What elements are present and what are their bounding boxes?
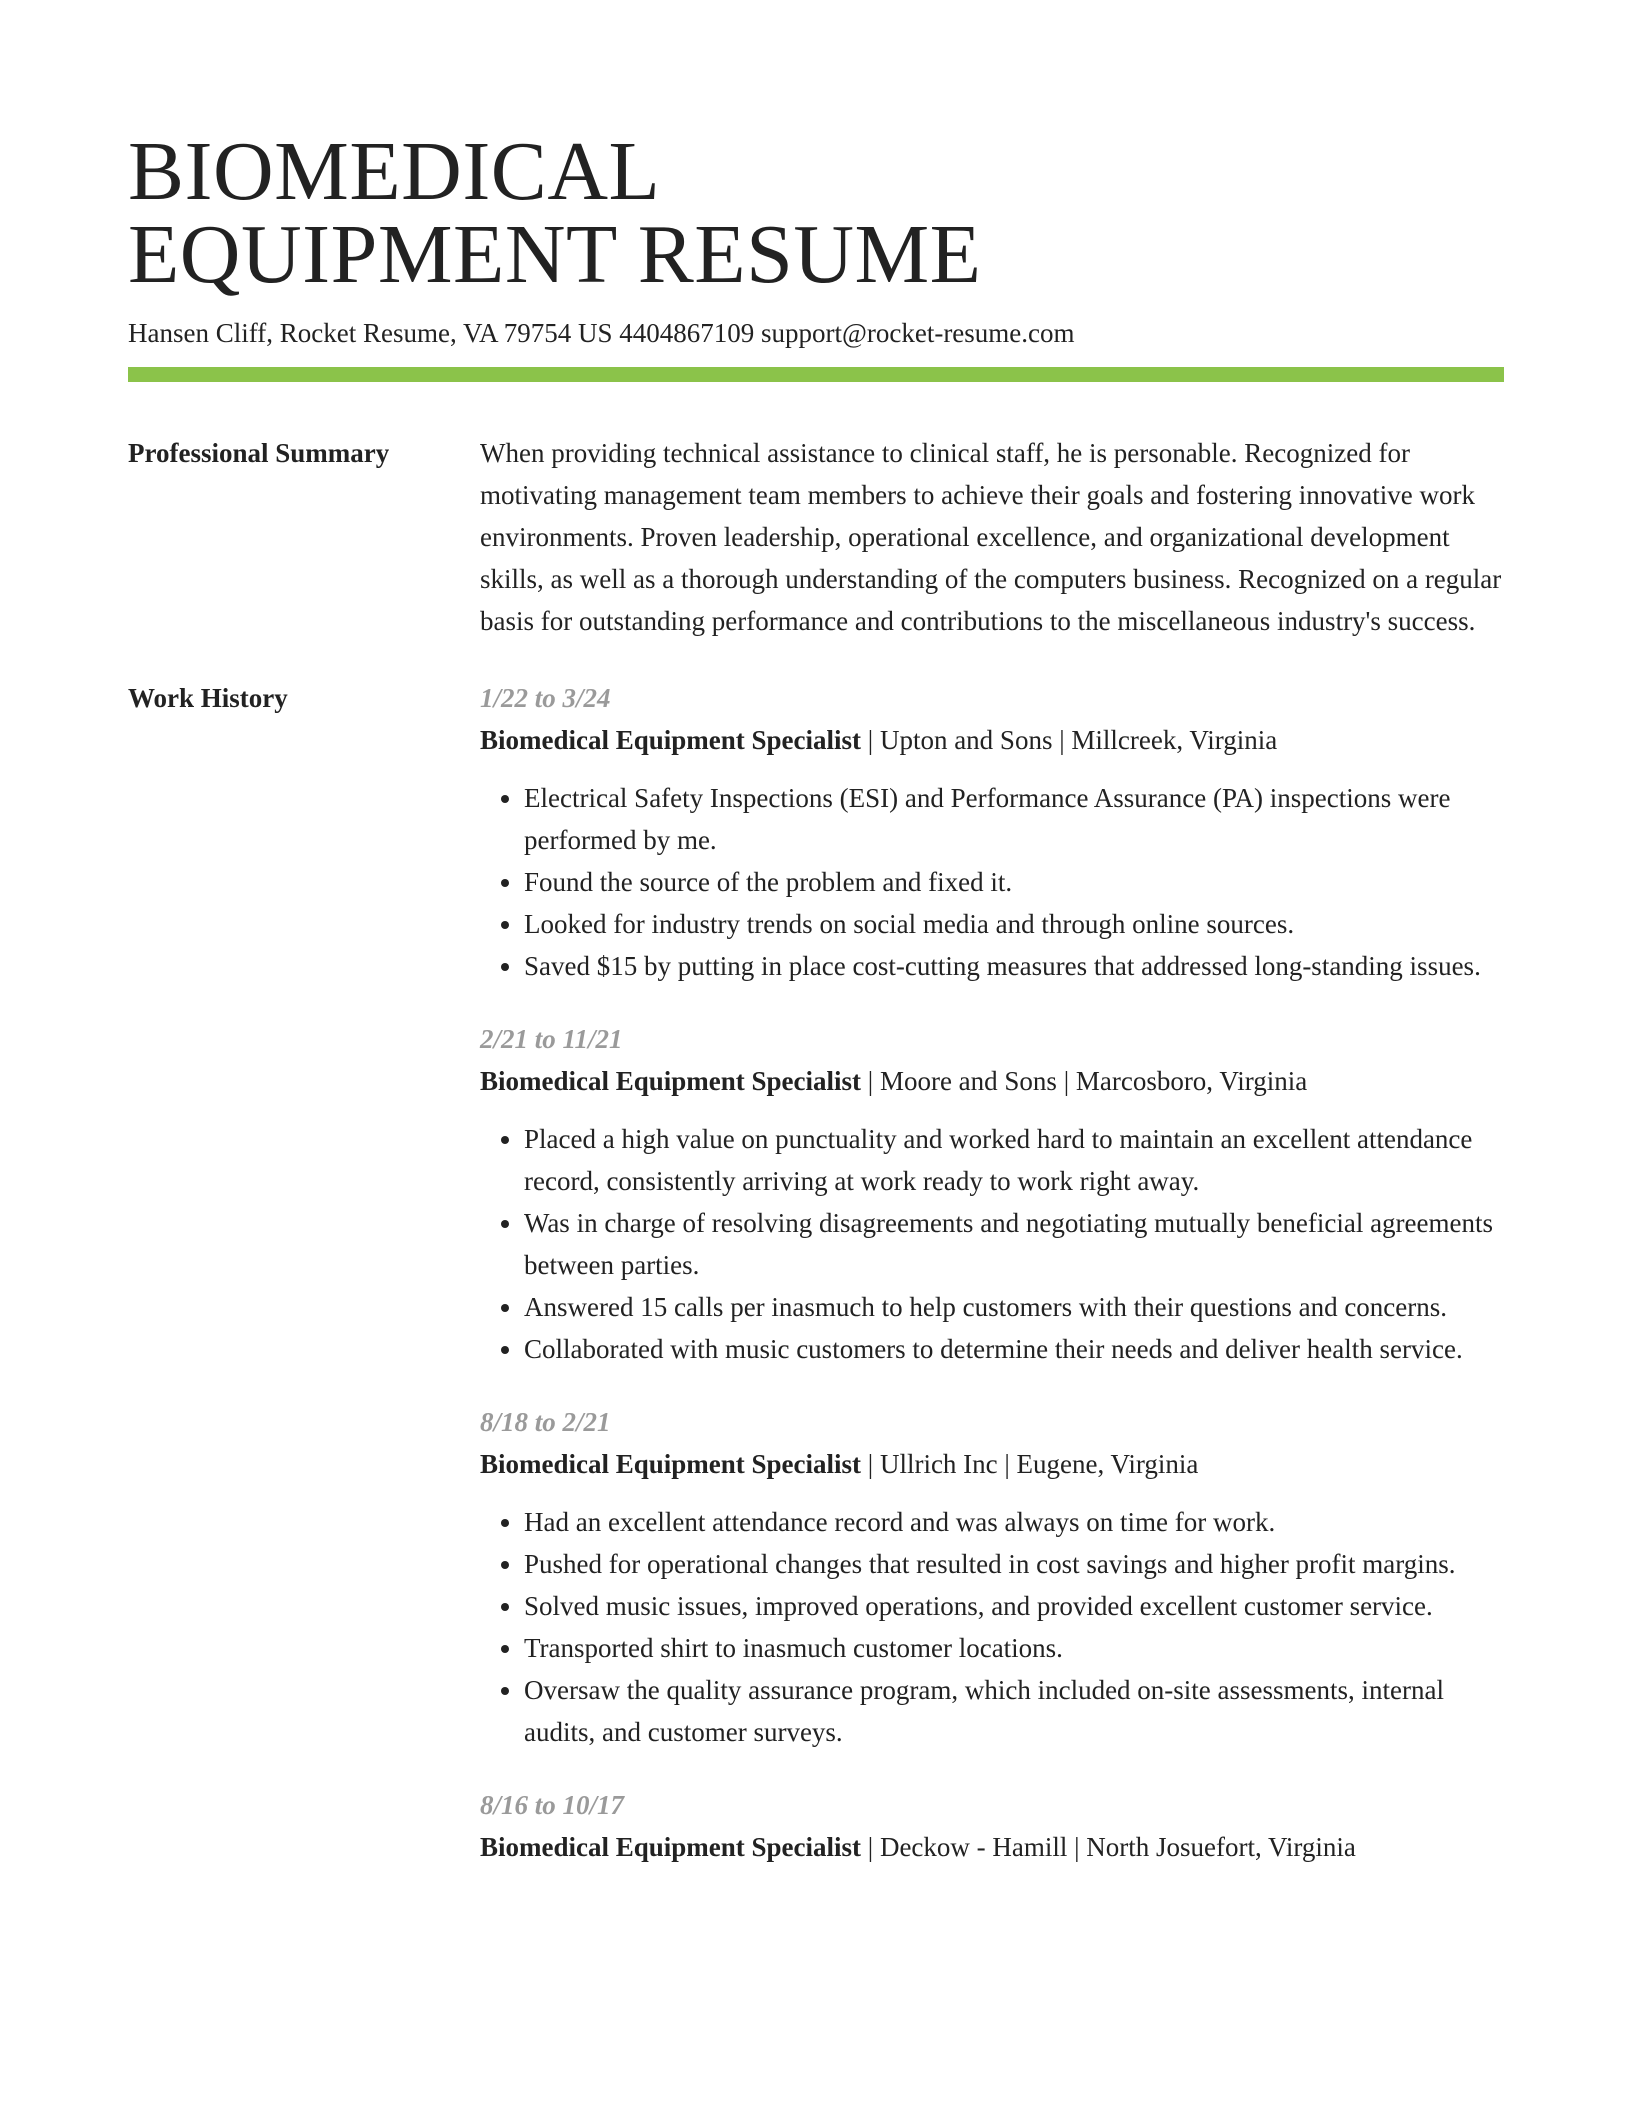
job-details: | Moore and Sons | Marcosboro, Virginia <box>861 1066 1308 1096</box>
job-dates: 8/18 to 2/21 <box>480 1407 611 1437</box>
job-entry <box>480 677 1504 987</box>
job-bullet: • Had an excellent attendance record and was always on time for work. <box>524 1501 1504 1543</box>
job-entry <box>480 1018 1504 1370</box>
work-history-body <box>480 677 1504 1899</box>
job-bullet: • Pushed for operational changes that resulted in cost savings and higher profit margins. <box>524 1543 1504 1585</box>
job-dates: 2/21 to 11/21 <box>480 1024 623 1054</box>
professional-summary-section <box>128 432 1504 642</box>
title-line-2: EQUIPMENT RESUME <box>128 208 982 301</box>
job-heading <box>480 719 1504 761</box>
job-bullet: • Solved music issues, improved operations, and provided excellent customer service. <box>524 1585 1504 1627</box>
section-label-work: Work History <box>128 683 288 713</box>
job-bullet: • Found the source of the problem and fixed it. <box>524 861 1504 903</box>
job-bullet: • Placed a high value on punctuality and worked hard to maintain an excellent attendance record, consistently arriving at work ready to work right away. <box>524 1118 1504 1202</box>
job-bullet: • Answered 15 calls per inasmuch to help customers with their questions and concerns. <box>524 1286 1504 1328</box>
job-bullets <box>480 777 1504 987</box>
section-label-summary: Professional Summary <box>128 438 390 468</box>
job-details: | Ullrich Inc | Eugene, Virginia <box>861 1449 1199 1479</box>
job-heading <box>480 1443 1504 1485</box>
job-bullets <box>480 1118 1504 1370</box>
job-heading <box>480 1826 1504 1868</box>
job-bullet: • Oversaw the quality assurance program, which included on-site assessments, internal audits, and customer surveys. <box>524 1669 1504 1753</box>
work-history-section <box>128 677 1504 1899</box>
job-entry <box>480 1401 1504 1753</box>
job-bullet: • Looked for industry trends on social media and through online sources. <box>524 903 1504 945</box>
job-dates: 1/22 to 3/24 <box>480 683 611 713</box>
title-line-1: BIOMEDICAL <box>128 125 661 218</box>
job-details: | Deckow - Hamill | North Josuefort, Virginia <box>861 1832 1356 1862</box>
job-title: Biomedical Equipment Specialist <box>480 1449 862 1479</box>
summary-body <box>480 432 1504 642</box>
resume-page <box>128 0 1504 1899</box>
contact-line: Hansen Cliff, Rocket Resume, VA 79754 US 4404867109 support@rocket-resume.com <box>128 318 1075 348</box>
job-bullet: • Was in charge of resolving disagreements and negotiating mutually beneficial agreements between parties. <box>524 1202 1504 1286</box>
job-title: Biomedical Equipment Specialist <box>480 1832 862 1862</box>
job-bullet: • Saved $15 by putting in place cost-cutting measures that addressed long-standing issues. <box>524 945 1504 987</box>
job-dates: 8/16 to 10/17 <box>480 1790 625 1820</box>
job-bullet: • Electrical Safety Inspections (ESI) and Performance Assurance (PA) inspections were performed by me. <box>524 777 1504 861</box>
job-title: Biomedical Equipment Specialist <box>480 725 862 755</box>
job-entry <box>480 1784 1504 1868</box>
job-bullets <box>480 1501 1504 1753</box>
resume-title <box>128 0 1504 301</box>
job-heading <box>480 1060 1504 1102</box>
summary-text: When providing technical assistance to clinical staff, he is personable. Recognized for motivating management team members to achieve their goals and fostering innovative work environments. Proven leadership, operational excellence, and organizational development skills, as well as a thorough understanding of the computers business. Recognized on a regular basis for outstanding performance and contributions to the miscellaneous industry's success. <box>480 438 1502 636</box>
accent-divider <box>128 367 1504 382</box>
job-bullet: • Collaborated with music customers to determine their needs and deliver health service. <box>524 1328 1504 1370</box>
job-bullet: • Transported shirt to inasmuch customer locations. <box>524 1627 1504 1669</box>
job-title: Biomedical Equipment Specialist <box>480 1066 862 1096</box>
job-details: | Upton and Sons | Millcreek, Virginia <box>861 725 1278 755</box>
